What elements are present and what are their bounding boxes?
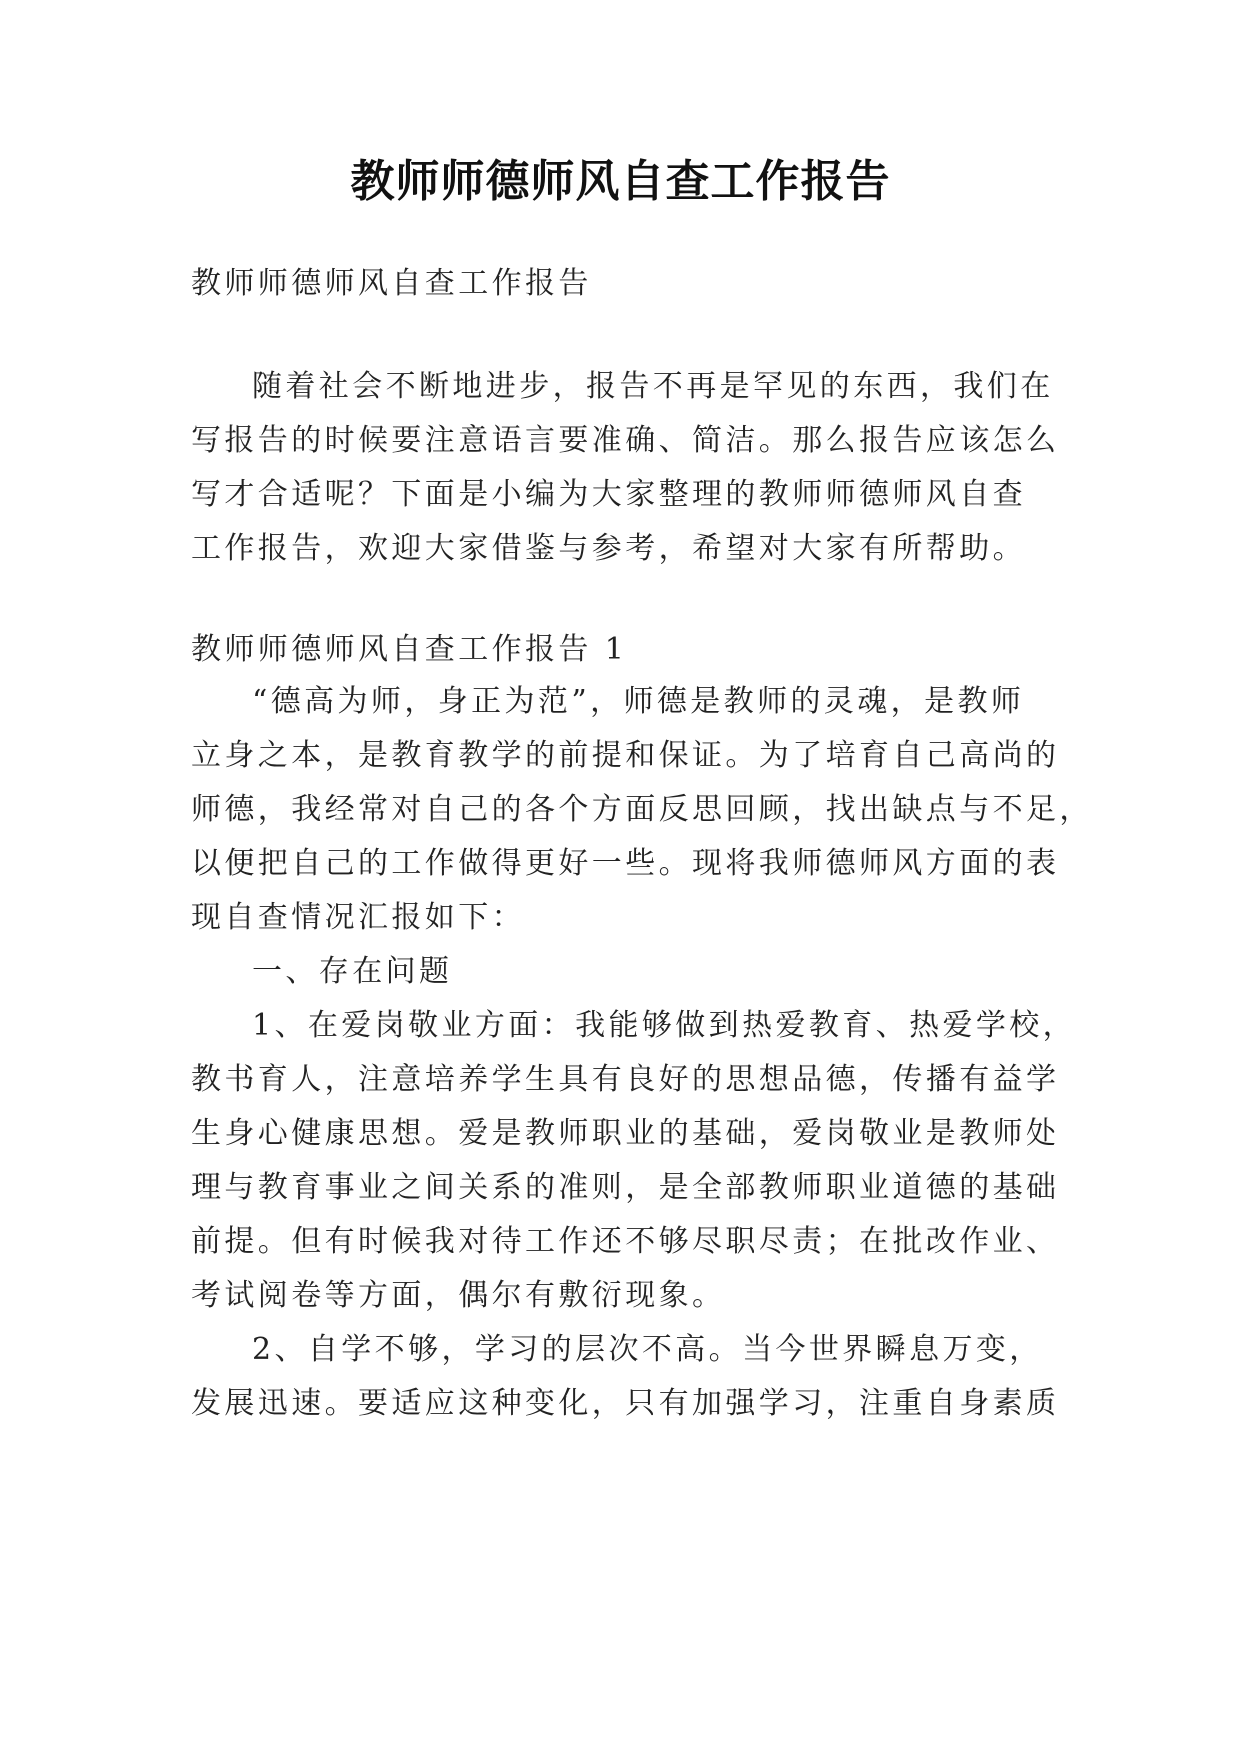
body-line: 现自查情况汇报如下：	[191, 900, 525, 935]
body-line: 1、在爱岗敬业方面：我能够做到热爱教育、热爱学校，	[252, 1008, 1077, 1043]
intro-line: 随着社会不断地进步，报告不再是罕见的东西，我们在	[252, 369, 1054, 404]
body-line: 考试阅卷等方面，偶尔有敷衍现象。	[191, 1278, 726, 1313]
body-line: 师德，我经常对自己的各个方面反思回顾，找出缺点与不足，	[191, 792, 1093, 827]
body-line: 生身心健康思想。爱是教师职业的基础，爱岗敬业是教师处	[191, 1116, 1060, 1151]
body-line: “德高为师，身正为范”，师德是教师的灵魂，是教师	[252, 684, 1025, 719]
body-line: 理与教育事业之间关系的准则，是全部教师职业道德的基础	[191, 1170, 1060, 1205]
intro-line: 写报告的时候要注意语言要准确、简洁。那么报告应该怎么	[191, 423, 1060, 458]
body-line: 2、自学不够，学习的层次不高。当今世界瞬息万变，	[252, 1332, 1043, 1367]
document-subtitle: 教师师德师风自查工作报告	[191, 266, 592, 301]
document-title: 教师师德师风自查工作报告	[350, 156, 891, 207]
intro-line: 工作报告，欢迎大家借鉴与参考，希望对大家有所帮助。	[191, 531, 1026, 566]
body-line: 发展迅速。要适应这种变化，只有加强学习，注重自身素质	[191, 1386, 1060, 1421]
body-line: 前提。但有时候我对待工作还不够尽职尽责；在批改作业、	[191, 1224, 1060, 1259]
section-heading: 教师师德师风自查工作报告 1	[191, 632, 628, 667]
intro-line: 写才合适呢？下面是小编为大家整理的教师师德师风自查	[191, 477, 1026, 512]
body-line: 立身之本，是教育教学的前提和保证。为了培育自己高尚的	[191, 738, 1060, 773]
body-line: 以便把自己的工作做得更好一些。现将我师德师风方面的表	[191, 846, 1060, 881]
body-line: 教书育人，注意培养学生具有良好的思想品德，传播有益学	[191, 1062, 1060, 1097]
problem-heading: 一、存在问题	[252, 954, 453, 989]
